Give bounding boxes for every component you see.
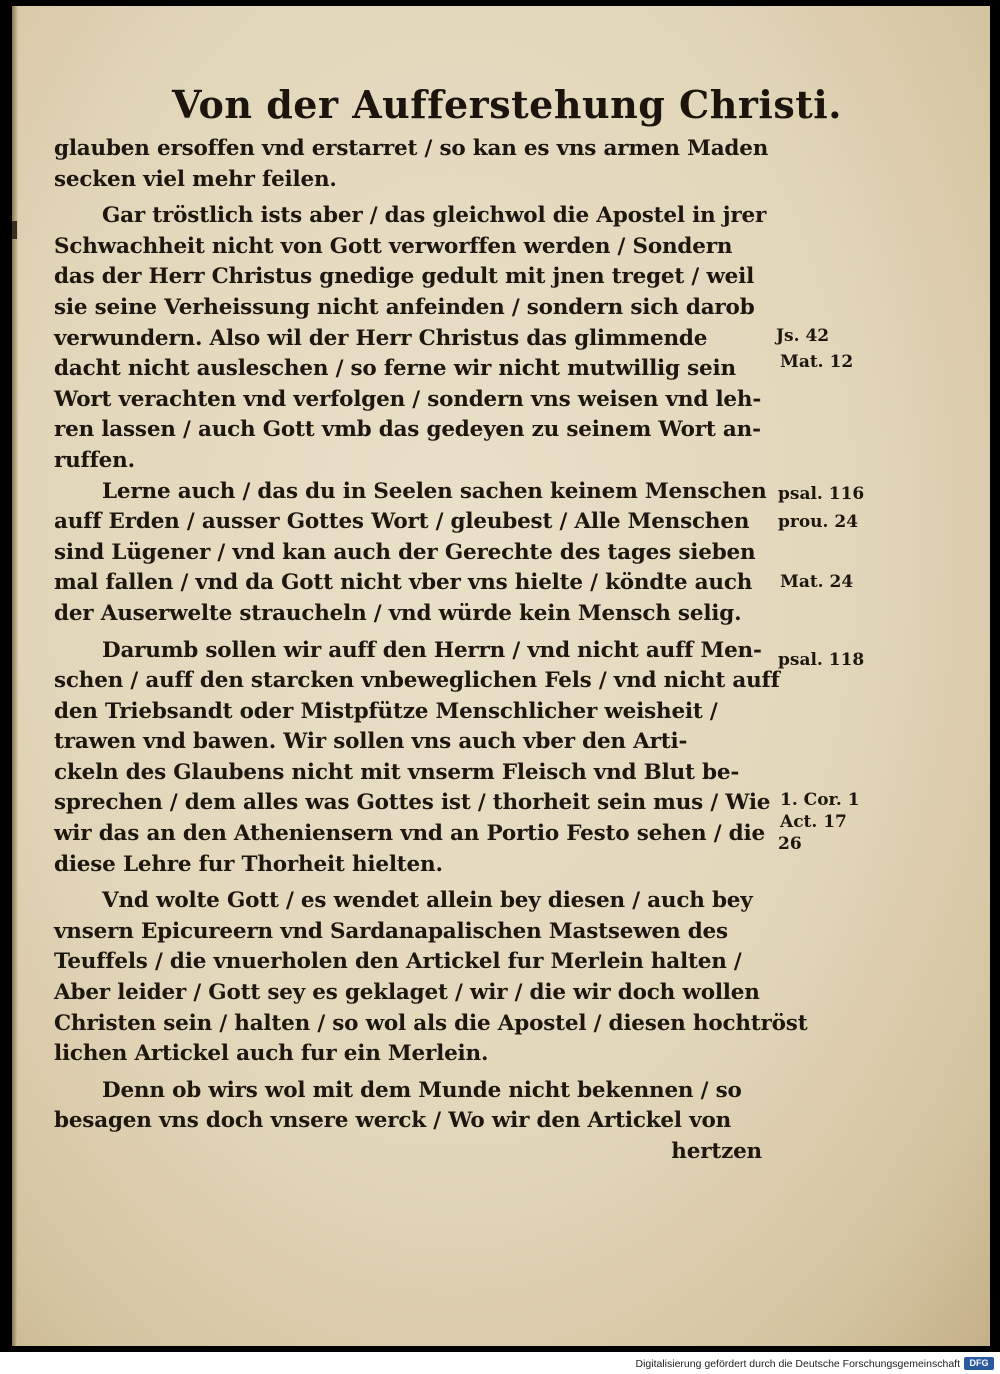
page-edge — [12, 6, 18, 1346]
margin-note: Mat. 12 — [780, 352, 854, 372]
text-line: Lerne auch / das du in Seelen sachen keinem Menschen — [102, 478, 767, 504]
margin-note: 26 — [778, 834, 802, 854]
text-line: Teuffels / die vnuerholen den Artickel fur Merlein halten / — [54, 949, 742, 975]
text-line: ruffen. — [54, 447, 135, 473]
text-line: wir das an den Atheniensern vnd an Portio Festo sehen / die — [54, 821, 765, 847]
margin-note: 1. Cor. 1 — [780, 790, 860, 810]
text-line: Denn ob wirs wol mit dem Munde nicht bekennen / so — [102, 1077, 742, 1103]
text-line: Schwachheit nicht von Gott verworffen werden / Sondern — [54, 233, 733, 259]
text-line: ckeln des Glaubens nicht mit vnserm Fleisch vnd Blut be- — [54, 759, 740, 785]
text-line: verwundern. Also wil der Herr Christus das glimmende — [54, 325, 708, 351]
margin-note: prou. 24 — [778, 512, 859, 532]
text-line: sie seine Verheissung nicht anfeinden / sondern sich darob — [54, 294, 755, 320]
text-line: Vnd wolte Gott / es wendet allein bey diesen / auch bey — [102, 888, 753, 914]
text-line: trawen vnd bawen. Wir sollen vns auch vber den Arti- — [54, 729, 688, 755]
margin-note: psal. 118 — [778, 650, 865, 670]
text-line: secken viel mehr feilen. — [54, 166, 337, 192]
margin-note: Mat. 24 — [780, 572, 854, 592]
footer-credit: Digitalisierung gefördert durch die Deutsche Forschungsgemeinschaft — [635, 1358, 960, 1370]
text-line: diese Lehre fur Thorheit hielten. — [54, 851, 443, 877]
text-line: sprechen / dem alles was Gottes ist / thorheit sein mus / Wie — [54, 790, 771, 816]
page-heading: Von der Aufferstehung Christi. — [172, 82, 842, 127]
margin-note: Act. 17 — [780, 812, 847, 832]
text-line: lichen Artickel auch fur ein Merlein. — [54, 1041, 489, 1067]
text-line: Aber leider / Gott sey es geklaget / wir / die wir doch wollen — [54, 980, 760, 1006]
text-line: Wort verachten vnd verfolgen / sondern vns weisen vnd leh- — [54, 386, 762, 412]
text-line: den Triebsandt oder Mistpfütze Menschlicher weisheit / — [54, 698, 718, 724]
text-line: mal fallen / vnd da Gott nicht vber vns hielte / köndte auch — [54, 570, 753, 596]
text-line: der Auserwelte straucheln / vnd würde kein Mensch selig. — [54, 600, 742, 626]
text-line: ren lassen / auch Gott vmb das gedeyen zu seinem Wort an- — [54, 417, 761, 443]
text-line: Christen sein / halten / so wol als die Apostel / diesen hochtröst — [54, 1010, 808, 1036]
text-line: dacht nicht ausleschen / so ferne wir nicht mutwillig sein — [54, 356, 736, 382]
text-line: vnsern Epicureern vnd Sardanapalischen Mastsewen des — [54, 918, 728, 944]
text-line: hertzen — [671, 1139, 762, 1164]
binding-mark — [12, 221, 17, 239]
text-line: sind Lügener / vnd kan auch der Gerechte des tages sieben — [54, 539, 756, 565]
text-line: auff Erden / ausser Gottes Wort / gleubest / Alle Menschen — [54, 509, 750, 535]
margin-note: psal. 116 — [778, 484, 865, 504]
text-line: das der Herr Christus gnedige gedult mit jnen treget / weil — [54, 264, 755, 290]
text-line: Darumb sollen wir auff den Herrn / vnd nicht auff Men- — [102, 637, 762, 663]
text-line: Gar tröstlich ists aber / das gleichwol die Apostel in jrer — [102, 203, 767, 229]
text-line: glauben ersoffen vnd erstarret / so kan es vns armen Maden — [54, 136, 769, 161]
text-line: schen / auff den starcken vnbeweglichen Fels / vnd nicht auff — [54, 668, 780, 694]
margin-note: Js. 42 — [776, 326, 830, 346]
dfg-logo: DFG — [964, 1357, 994, 1370]
text-line: besagen vns doch vnsere werck / Wo wir den Artickel von — [54, 1108, 732, 1134]
book-page — [12, 6, 990, 1346]
